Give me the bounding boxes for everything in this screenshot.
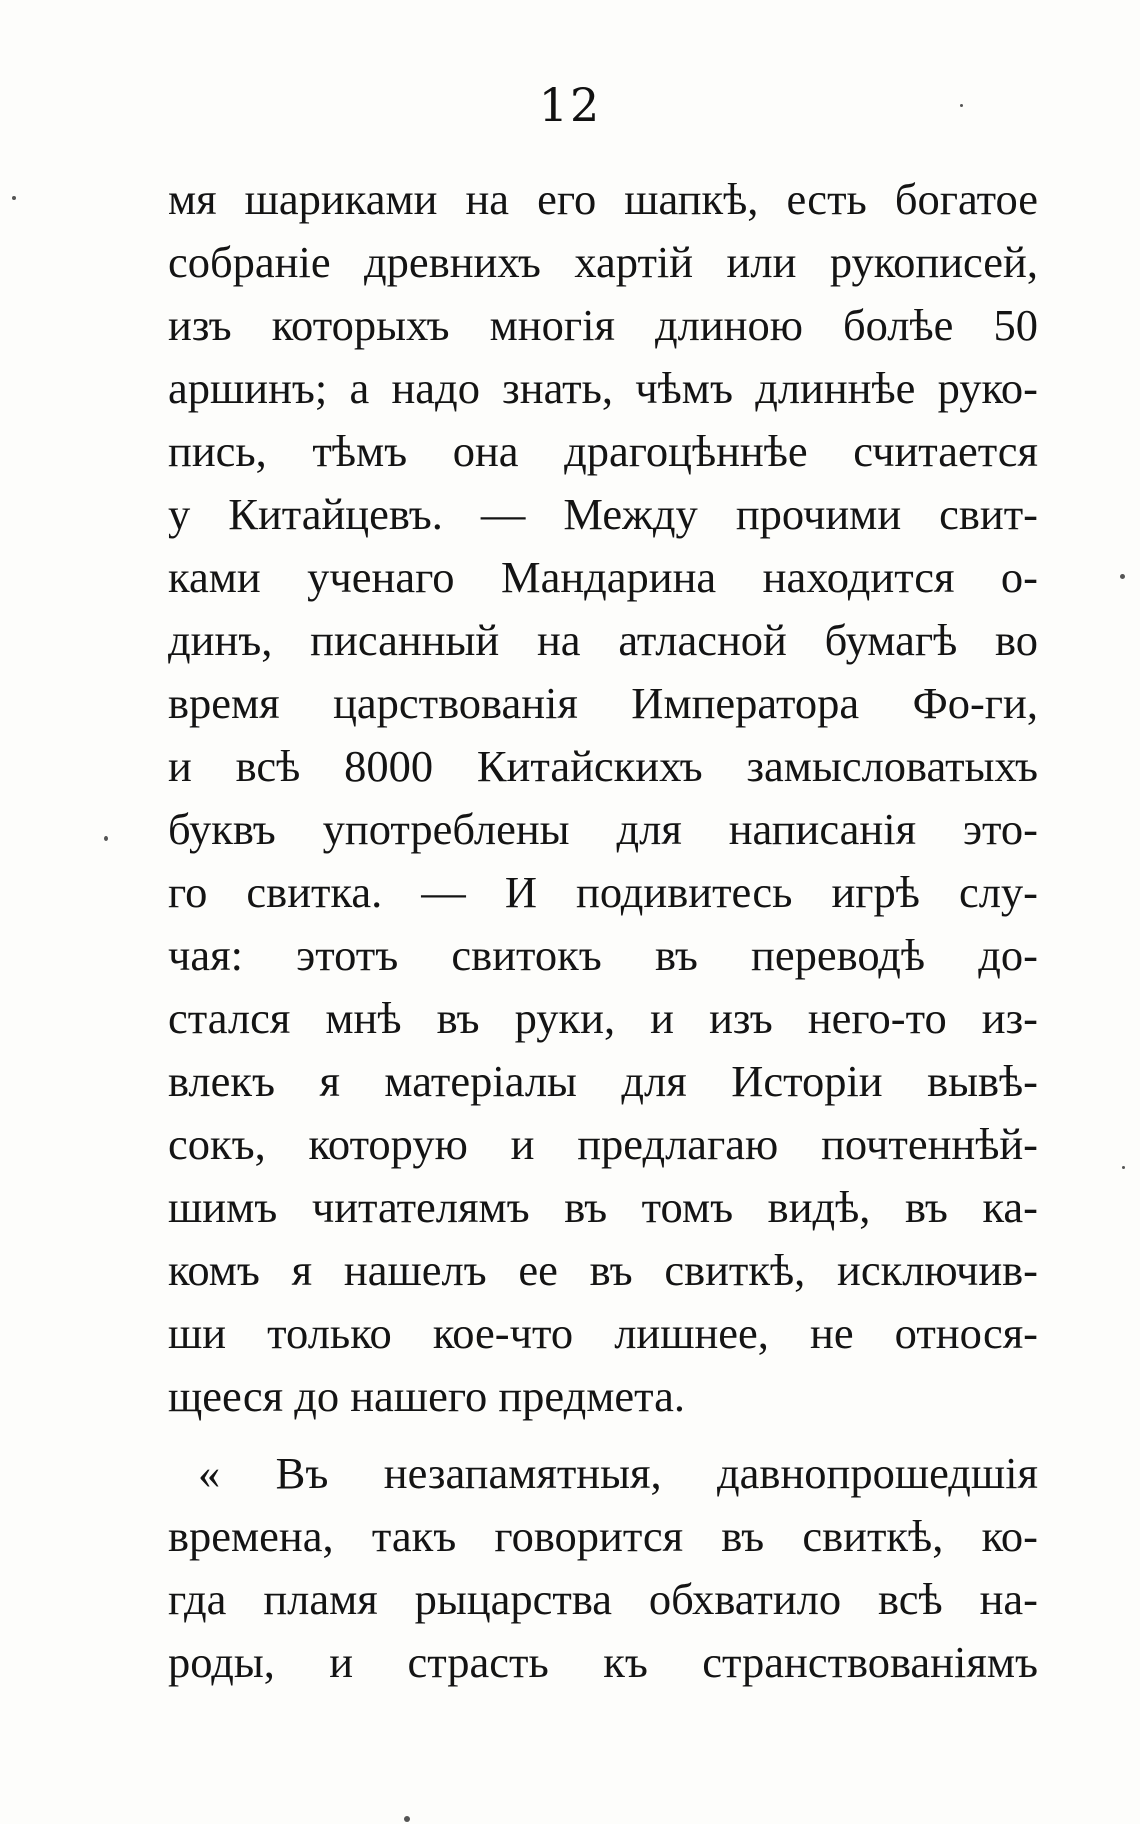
text-line: стался мнѣ въ руки, и изъ него-то из- xyxy=(168,993,1038,1043)
scan-speck xyxy=(104,836,108,841)
paragraph-2 xyxy=(168,1442,1038,1694)
text-line: буквъ употреблены для написанія это- xyxy=(168,804,1038,854)
text-line: аршинъ; а надо знать, чѣмъ длиннѣе руко- xyxy=(168,363,1038,413)
text-line: ками ученаго Мандарина находится о- xyxy=(168,552,1038,602)
body-text xyxy=(168,168,1038,1694)
text-line: го свитка. — И подивитесь игрѣ слу- xyxy=(168,867,1038,917)
text-line: время царствованія Императора Фо-ги, xyxy=(168,678,1038,728)
text-line: пись, тѣмъ она драгоцѣннѣе считается xyxy=(168,426,1038,476)
text-line: изъ которыхъ многія длиною болѣе 50 xyxy=(168,300,1038,350)
scan-speck xyxy=(1120,574,1125,579)
scan-speck xyxy=(12,196,16,200)
text-line: шимъ читателямъ въ томъ видѣ, въ ка- xyxy=(168,1182,1038,1232)
text-line: влекъ я матеріалы для Исторіи вывѣ- xyxy=(168,1056,1038,1106)
text-line: мя шариками на его шапкѣ, есть богатое xyxy=(168,174,1038,224)
paragraph-gap xyxy=(168,1428,1038,1442)
text-line: динъ, писанный на атласной бумагѣ во xyxy=(168,615,1038,665)
text-line: « Въ незапамятныя, давнопрошедшія xyxy=(198,1448,1038,1498)
scan-speck xyxy=(960,104,963,107)
paragraph-1 xyxy=(168,168,1038,1428)
text-line: чая: этотъ свитокъ въ переводѣ до- xyxy=(168,930,1038,980)
text-line: гда пламя рыцарства обхватило всѣ на- xyxy=(168,1574,1038,1624)
scan-speck xyxy=(1122,1166,1125,1169)
text-line: роды, и страсть къ странствованіямъ xyxy=(168,1637,1038,1687)
text-line: и всѣ 8000 Китайскихъ замысловатыхъ xyxy=(168,741,1038,791)
text-line: комъ я нашелъ ее въ свиткѣ, исключив- xyxy=(168,1245,1038,1295)
text-line: сокъ, которую и предлагаю почтеннѣй- xyxy=(168,1119,1038,1169)
text-line: ши только кое-что лишнее, не относя- xyxy=(168,1308,1038,1358)
page-number: 12 xyxy=(538,78,602,132)
scan-speck xyxy=(404,1816,410,1822)
text-line: собраніе древнихъ хартій или рукописей, xyxy=(168,237,1038,287)
text-line: времена, такъ говорится въ свиткѣ, ко- xyxy=(168,1511,1038,1561)
text-line: щееся до нашего предмета. xyxy=(168,1371,685,1421)
text-line: у Китайцевъ. — Между прочими свит- xyxy=(168,489,1038,539)
